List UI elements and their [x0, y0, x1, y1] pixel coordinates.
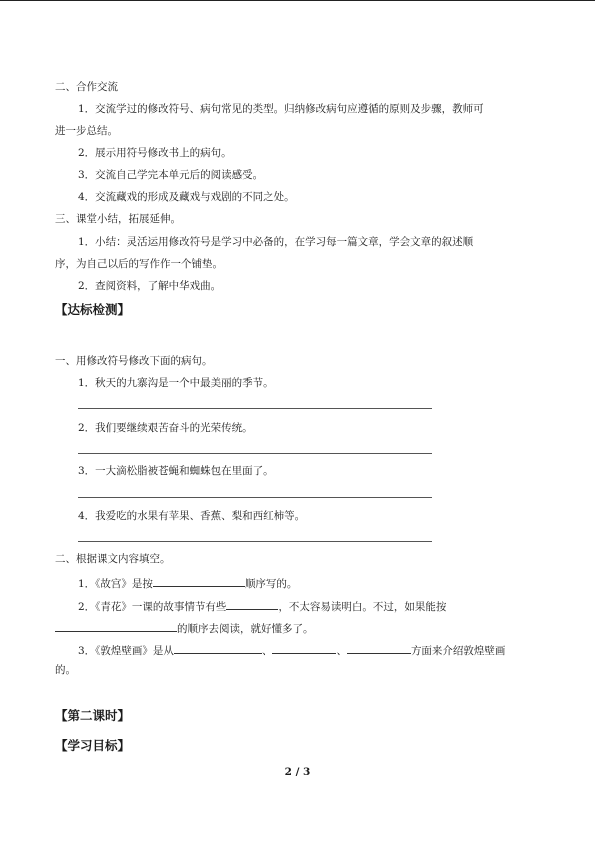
fill-text: 的顺序去阅读，就好懂多了。 — [177, 623, 314, 635]
fill-blank[interactable] — [174, 641, 262, 654]
paragraph-line: 1．交流学过的修改符号、病句常见的类型。归纳修改病句应遵循的原则及步骤，教师可 — [78, 103, 484, 115]
fill-blank-item — [78, 641, 505, 658]
fill-text: 、 — [336, 645, 347, 657]
lesson-heading: 【第二课时】 — [55, 708, 131, 723]
fill-text: ，不太容易读明白。不过，如果能按 — [278, 601, 447, 613]
paragraph-line: 3．交流自己学完本单元后的阅读感受。 — [78, 169, 264, 181]
sentence-item: 1．秋天的九寨沟是一个中最美丽的季节。 — [78, 377, 274, 389]
fill-blank-item — [78, 597, 446, 614]
fill-blank[interactable] — [55, 619, 177, 632]
fill-blank-item — [78, 574, 297, 591]
paragraph-line: 4．交流藏戏的形成及藏戏与戏剧的不同之处。 — [78, 191, 295, 203]
fill-blank[interactable] — [347, 641, 411, 654]
answer-line[interactable] — [78, 497, 432, 498]
fill-blank-item — [55, 619, 314, 636]
paragraph-line: 序，为自己以后的写作作一个铺垫。 — [55, 258, 223, 270]
paragraph-line: 1．小结：灵活运用修改符号是学习中必备的，在学习每一篇文章，学会文章的叙述顺 — [78, 236, 474, 248]
fill-text: 方面来介绍敦煌壁画 — [410, 645, 506, 657]
sentence-item: 2．我们要继续艰苦奋斗的光荣传统。 — [78, 422, 253, 434]
goals-heading: 【学习目标】 — [55, 738, 131, 753]
test-heading: 【达标检测】 — [55, 302, 131, 317]
question-heading: 二、根据课文内容填空。 — [55, 553, 171, 565]
question-heading: 一、用修改符号修改下面的病句。 — [55, 355, 213, 367]
page-number: 2 / 3 — [284, 766, 311, 778]
answer-line[interactable] — [78, 453, 432, 454]
paragraph-line: 2．展示用符号修改书上的病句。 — [78, 147, 232, 159]
fill-text: 3．《敦煌壁画》是从 — [78, 645, 174, 657]
answer-line[interactable] — [78, 408, 432, 409]
paragraph-line: 的。 — [55, 664, 76, 676]
fill-text: 1．《故宫》是按 — [78, 578, 153, 590]
section-heading-summary: 三、课堂小结，拓展延伸。 — [55, 213, 181, 225]
fill-blank[interactable] — [272, 641, 336, 654]
fill-text: 顺序写的。 — [244, 578, 298, 590]
fill-text: 、 — [261, 645, 273, 657]
section-heading-cooperation: 二、合作交流 — [55, 81, 118, 93]
sentence-item: 3．一大滴松脂被苍蝇和蜘蛛包在里面了。 — [78, 465, 274, 477]
fill-blank[interactable] — [153, 574, 245, 587]
answer-line[interactable] — [78, 541, 432, 542]
fill-text: 2．《青花》一课的故事情节有些 — [78, 601, 227, 613]
fill-blank[interactable] — [226, 597, 278, 610]
paragraph-line: 进一步总结。 — [55, 125, 118, 137]
sentence-item: 4．我爱吃的水果有苹果、香蕉、梨和西红柿等。 — [78, 510, 306, 522]
paragraph-line: 2．查阅资料，了解中华戏曲。 — [78, 280, 222, 292]
